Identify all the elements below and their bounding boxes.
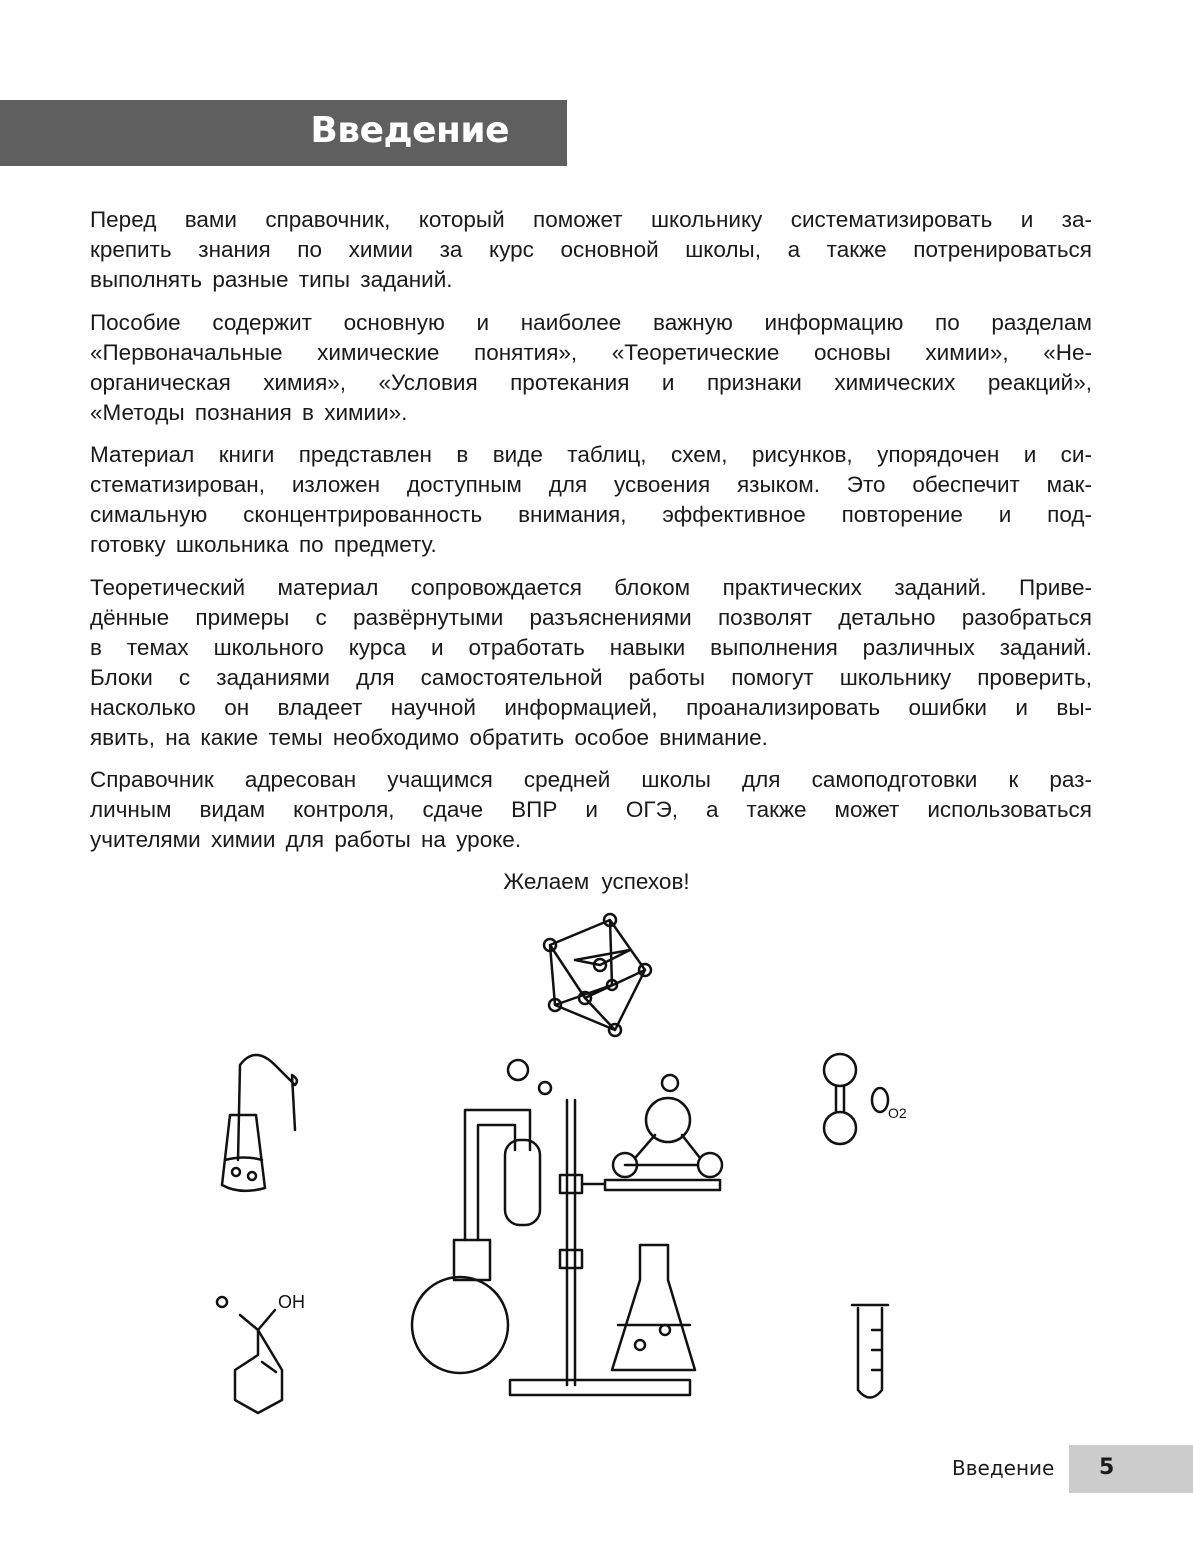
page-number-box bbox=[1069, 1445, 1193, 1493]
page-number: 5 bbox=[1099, 1455, 1115, 1480]
benzoic-acid-icon bbox=[217, 1292, 305, 1413]
text-line: крепить знания по химии за курс основной школы, а также потренироваться bbox=[90, 237, 1092, 262]
footer-section-label: Введение bbox=[952, 1456, 1055, 1480]
svg-text:O2: O2 bbox=[888, 1105, 907, 1121]
svg-text:OH: OH bbox=[278, 1292, 305, 1312]
text-line: Блоки с заданиями для самостоятельной работы помогут школьнику проверить, bbox=[90, 664, 1092, 690]
text-line: Справочник адресован учащимся средней школы для самоподготовки к раз- bbox=[90, 767, 1092, 792]
text-line: Материал книги представлен в виде таблиц, схем, рисунков, упорядочен и си- bbox=[90, 442, 1092, 467]
text-line: Перед вами справочник, который поможет школьнику систематизировать и за- bbox=[90, 207, 1092, 232]
text-line: выполнять разные типы заданий. bbox=[90, 267, 453, 292]
text-line: стематизирован, изложен доступным для усвоения языком. Это обеспечит мак- bbox=[90, 472, 1092, 497]
text-line: учителями химии для работы на уроке. bbox=[90, 827, 522, 852]
text-line: личным видам контроля, сдаче ВПР и ОГЭ, а также может использоваться bbox=[90, 797, 1092, 822]
text-line: в темах школьного курса и отработать навыки выполнения различных заданий. bbox=[90, 634, 1092, 660]
chapter-title: Введение bbox=[310, 110, 509, 151]
text-line: готовку школьника по предмету. bbox=[90, 532, 437, 557]
oxygen-molecule-icon bbox=[824, 1054, 907, 1144]
lab-apparatus-icon bbox=[412, 1060, 722, 1395]
text-line: «Первоначальные химические понятия», «Теоретические основы химии», «Не- bbox=[90, 339, 1092, 365]
closing-line: Желаем успехов! bbox=[503, 869, 690, 894]
text-line: Теоретический материал сопровождается блоком практических заданий. Приве- bbox=[90, 574, 1092, 600]
flask-with-tube-icon bbox=[222, 1055, 297, 1191]
text-line: органическая химия», «Условия протекания и признаки химических реакций», bbox=[90, 369, 1092, 395]
text-line: явить, на какие темы необходимо обратить особое внимание. bbox=[90, 724, 768, 750]
text-line: «Методы познания в химии». bbox=[90, 399, 408, 425]
text-line: дённые примеры с развёрнутыми разъяснениями позволят детально разобраться bbox=[90, 604, 1092, 630]
crystal-lattice-icon bbox=[544, 914, 651, 1036]
test-tube-icon bbox=[852, 1305, 888, 1398]
text-line: Пособие содержит основную и наиболее важную информацию по разделам bbox=[90, 309, 1092, 335]
text-line: насколько он владеет научной информацией, проанализировать ошибки и вы- bbox=[90, 694, 1092, 720]
text-line: симальную сконцентрированность внимания, эффективное повторение и под- bbox=[90, 502, 1092, 527]
